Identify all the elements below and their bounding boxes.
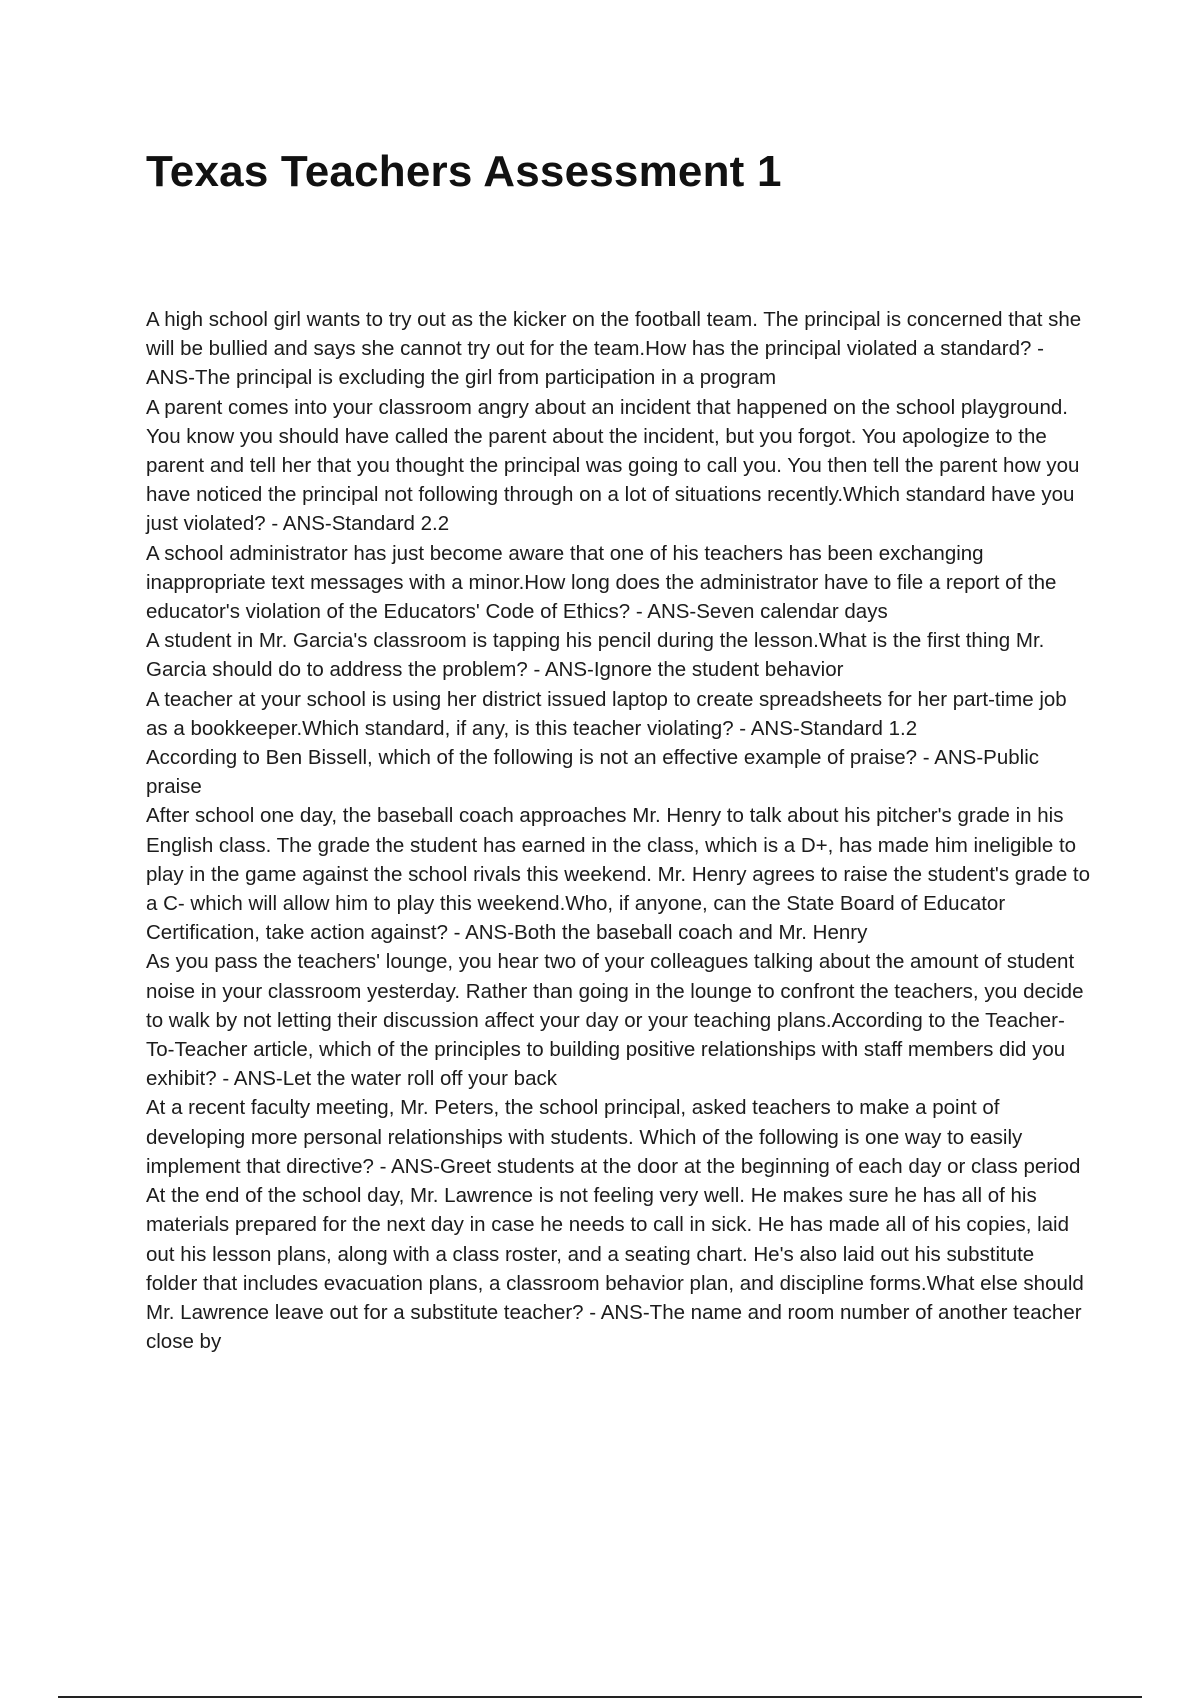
question-text: According to Ben Bissell, which of the following is not an effective example of praise? - [146, 746, 930, 770]
qa-item [146, 626, 1091, 684]
qa-item [146, 305, 1091, 393]
answer-text: ANS-Public praise [146, 746, 1039, 799]
question-text: A school administrator has just become aware that one of his teachers has been exchanging inappropriate text messages with a minor.How long does the administrator have to file a report of the educator's violation of the Educators' Code of Ethics? - [146, 541, 1057, 624]
answer-text: ANS-The principal is excluding the girl from participation in a program [146, 366, 777, 390]
qa-item [146, 743, 1091, 801]
footer-divider [58, 1696, 1142, 1698]
qa-item [146, 947, 1091, 1093]
answer-text: ANS-Ignore the student behavior [544, 658, 844, 682]
question-text: A teacher at your school is using her district issued laptop to create spreadsheets for her part-time job as a bookkeeper.Which standard, if any, is this teacher violating? - [146, 687, 1067, 740]
answer-text: ANS-Greet students at the door at the beginning of each day or class period [390, 1154, 1081, 1178]
question-text: At a recent faculty meeting, Mr. Peters, the school principal, asked teachers to make a point of developing more personal relationships with students. Which of the following is one way to easily implement that directive? - [146, 1096, 1023, 1178]
question-text: A high school girl wants to try out as the kicker on the football team. The principal is concerned that she will be bullied and says she cannot try out for the team.How has the principal violated a standard? - [146, 308, 1082, 361]
qa-item [146, 685, 1091, 743]
question-text: A parent comes into your classroom angry about an incident that happened on the school playground. You know you should have called the parent about the incident, but you forgot. You apologize to the parent and tell her that you thought the principal was going to call you. You then tell the parent how you have noticed the principal not following through on a lot of situations recently.Which standard have you just violated? - [146, 395, 1080, 536]
qa-item [146, 539, 1091, 627]
qa-list [146, 305, 1091, 1356]
answer-text: ANS-Seven calendar days [647, 600, 888, 624]
answer-text: ANS-Standard 1.2 [750, 716, 918, 740]
question-text: As you pass the teachers' lounge, you hear two of your colleagues talking about the amount of student noise in your classroom yesterday. Rather than going in the lounge to confront the teachers, you decide to walk by not letting their discussion affect your day or your teaching plans.According to the Teacher-To-Teacher article, which of the principles to building positive relationships with staff members did you exhibit? - [146, 950, 1084, 1091]
qa-item [146, 1093, 1091, 1181]
question-text: At the end of the school day, Mr. Lawrence is not feeling very well. He makes sure he has all of his materials prepared for the next day in case he needs to call in sick. He has made all of his copies, laid out his lesson plans, along with a class roster, and a seating chart. He's also laid out his substitute folder that includes evacuation plans, a classroom behavior plan, and discipline forms.What else should Mr. Lawrence leave out for a substitute teacher? - [146, 1184, 1084, 1324]
answer-text: ANS-Both the baseball coach and Mr. Henry [465, 921, 868, 945]
question-text: After school one day, the baseball coach approaches Mr. Henry to talk about his pitcher's grade in his English class. The grade the student has earned in the class, which is a D+, has made him ineligible to play in the game against the school rivals this weekend. Mr. Henry agrees to raise the student's grade to a C- which will allow him to play this weekend.Who, if anyone, can the State Board of Educator Certification, take action against? - [146, 804, 1091, 945]
answer-text: ANS-Standard 2.2 [282, 512, 450, 536]
answer-text: ANS-The name and room number of another teacher close by [146, 1300, 1082, 1354]
qa-item [146, 801, 1091, 947]
qa-item [146, 1181, 1091, 1356]
page-title: Texas Teachers Assessment 1 [146, 147, 782, 196]
answer-text: ANS-Let the water roll off your back [233, 1067, 557, 1091]
question-text: A student in Mr. Garcia's classroom is tapping his pencil during the lesson.What is the first thing Mr. Garcia should do to address the problem? - [146, 629, 1045, 682]
qa-item [146, 393, 1091, 539]
